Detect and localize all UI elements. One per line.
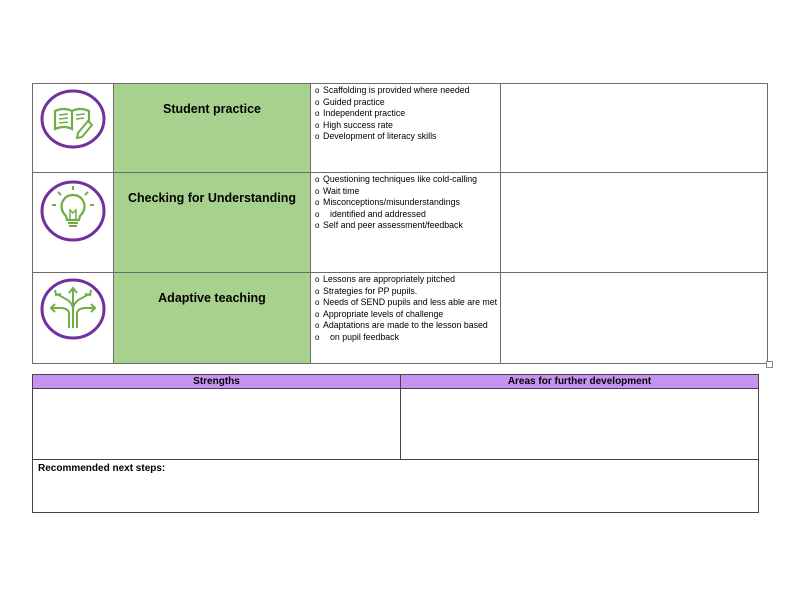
list-item: o Needs of SEND pupils and less able are met [315,297,500,309]
list-item: o Appropriate levels of challenge [315,309,500,321]
category-title: Adaptive teaching [158,291,266,305]
notes-cell[interactable] [501,173,768,273]
category-title: Student practice [163,102,261,116]
icon-cell [33,273,114,364]
next-steps-label: Recommended next steps: [38,463,166,474]
list-item: o Development of literacy skills [315,131,500,143]
next-steps-cell[interactable] [33,460,759,513]
table-row [33,84,768,173]
category-title: Checking for Understanding [127,191,297,205]
icon-cell [33,84,114,173]
category-title-cell [114,273,311,364]
list-item-continuation: o on pupil feedback [315,332,500,344]
criteria-cell [311,173,501,273]
list-item: o Questioning techniques like cold-calling [315,174,500,186]
category-title-cell [114,173,311,273]
list-item: o Wait time [315,186,500,198]
development-header: Areas for further development [401,375,759,389]
list-item: o Independent practice [315,108,500,120]
category-title-cell [114,84,311,173]
list-item: o Guided practice [315,97,500,109]
development-cell[interactable] [401,389,759,460]
criteria-cell [311,273,501,364]
table-row [33,273,768,364]
list-item: o Self and peer assessment/feedback [315,220,500,232]
table-resize-handle[interactable] [766,361,773,368]
lightbulb-icon [40,180,106,242]
list-item: o Adaptations are made to the lesson based [315,320,500,332]
notes-cell[interactable] [501,84,768,173]
list-item: o Misconceptions/misunderstandings [315,197,500,209]
book-pencil-icon [40,89,106,149]
list-item: o Lessons are appropriately pitched [315,274,500,286]
table-row [33,460,759,513]
criteria-list [315,85,500,143]
criteria-list [315,274,500,344]
criteria-cell [311,84,501,173]
list-item: o Strategies for PP pupils. [315,286,500,298]
evaluation-table [32,83,768,364]
table-row [33,173,768,273]
table-row [33,389,759,460]
table-row [33,375,759,389]
notes-cell[interactable] [501,273,768,364]
strengths-header: Strengths [33,375,401,389]
list-item: o Scaffolding is provided where needed [315,85,500,97]
summary-table [32,374,759,513]
branching-arrows-icon [40,278,106,340]
strengths-cell[interactable] [33,389,401,460]
icon-cell [33,173,114,273]
list-item-continuation: o identified and addressed [315,209,500,221]
list-item: o High success rate [315,120,500,132]
criteria-list [315,174,500,232]
